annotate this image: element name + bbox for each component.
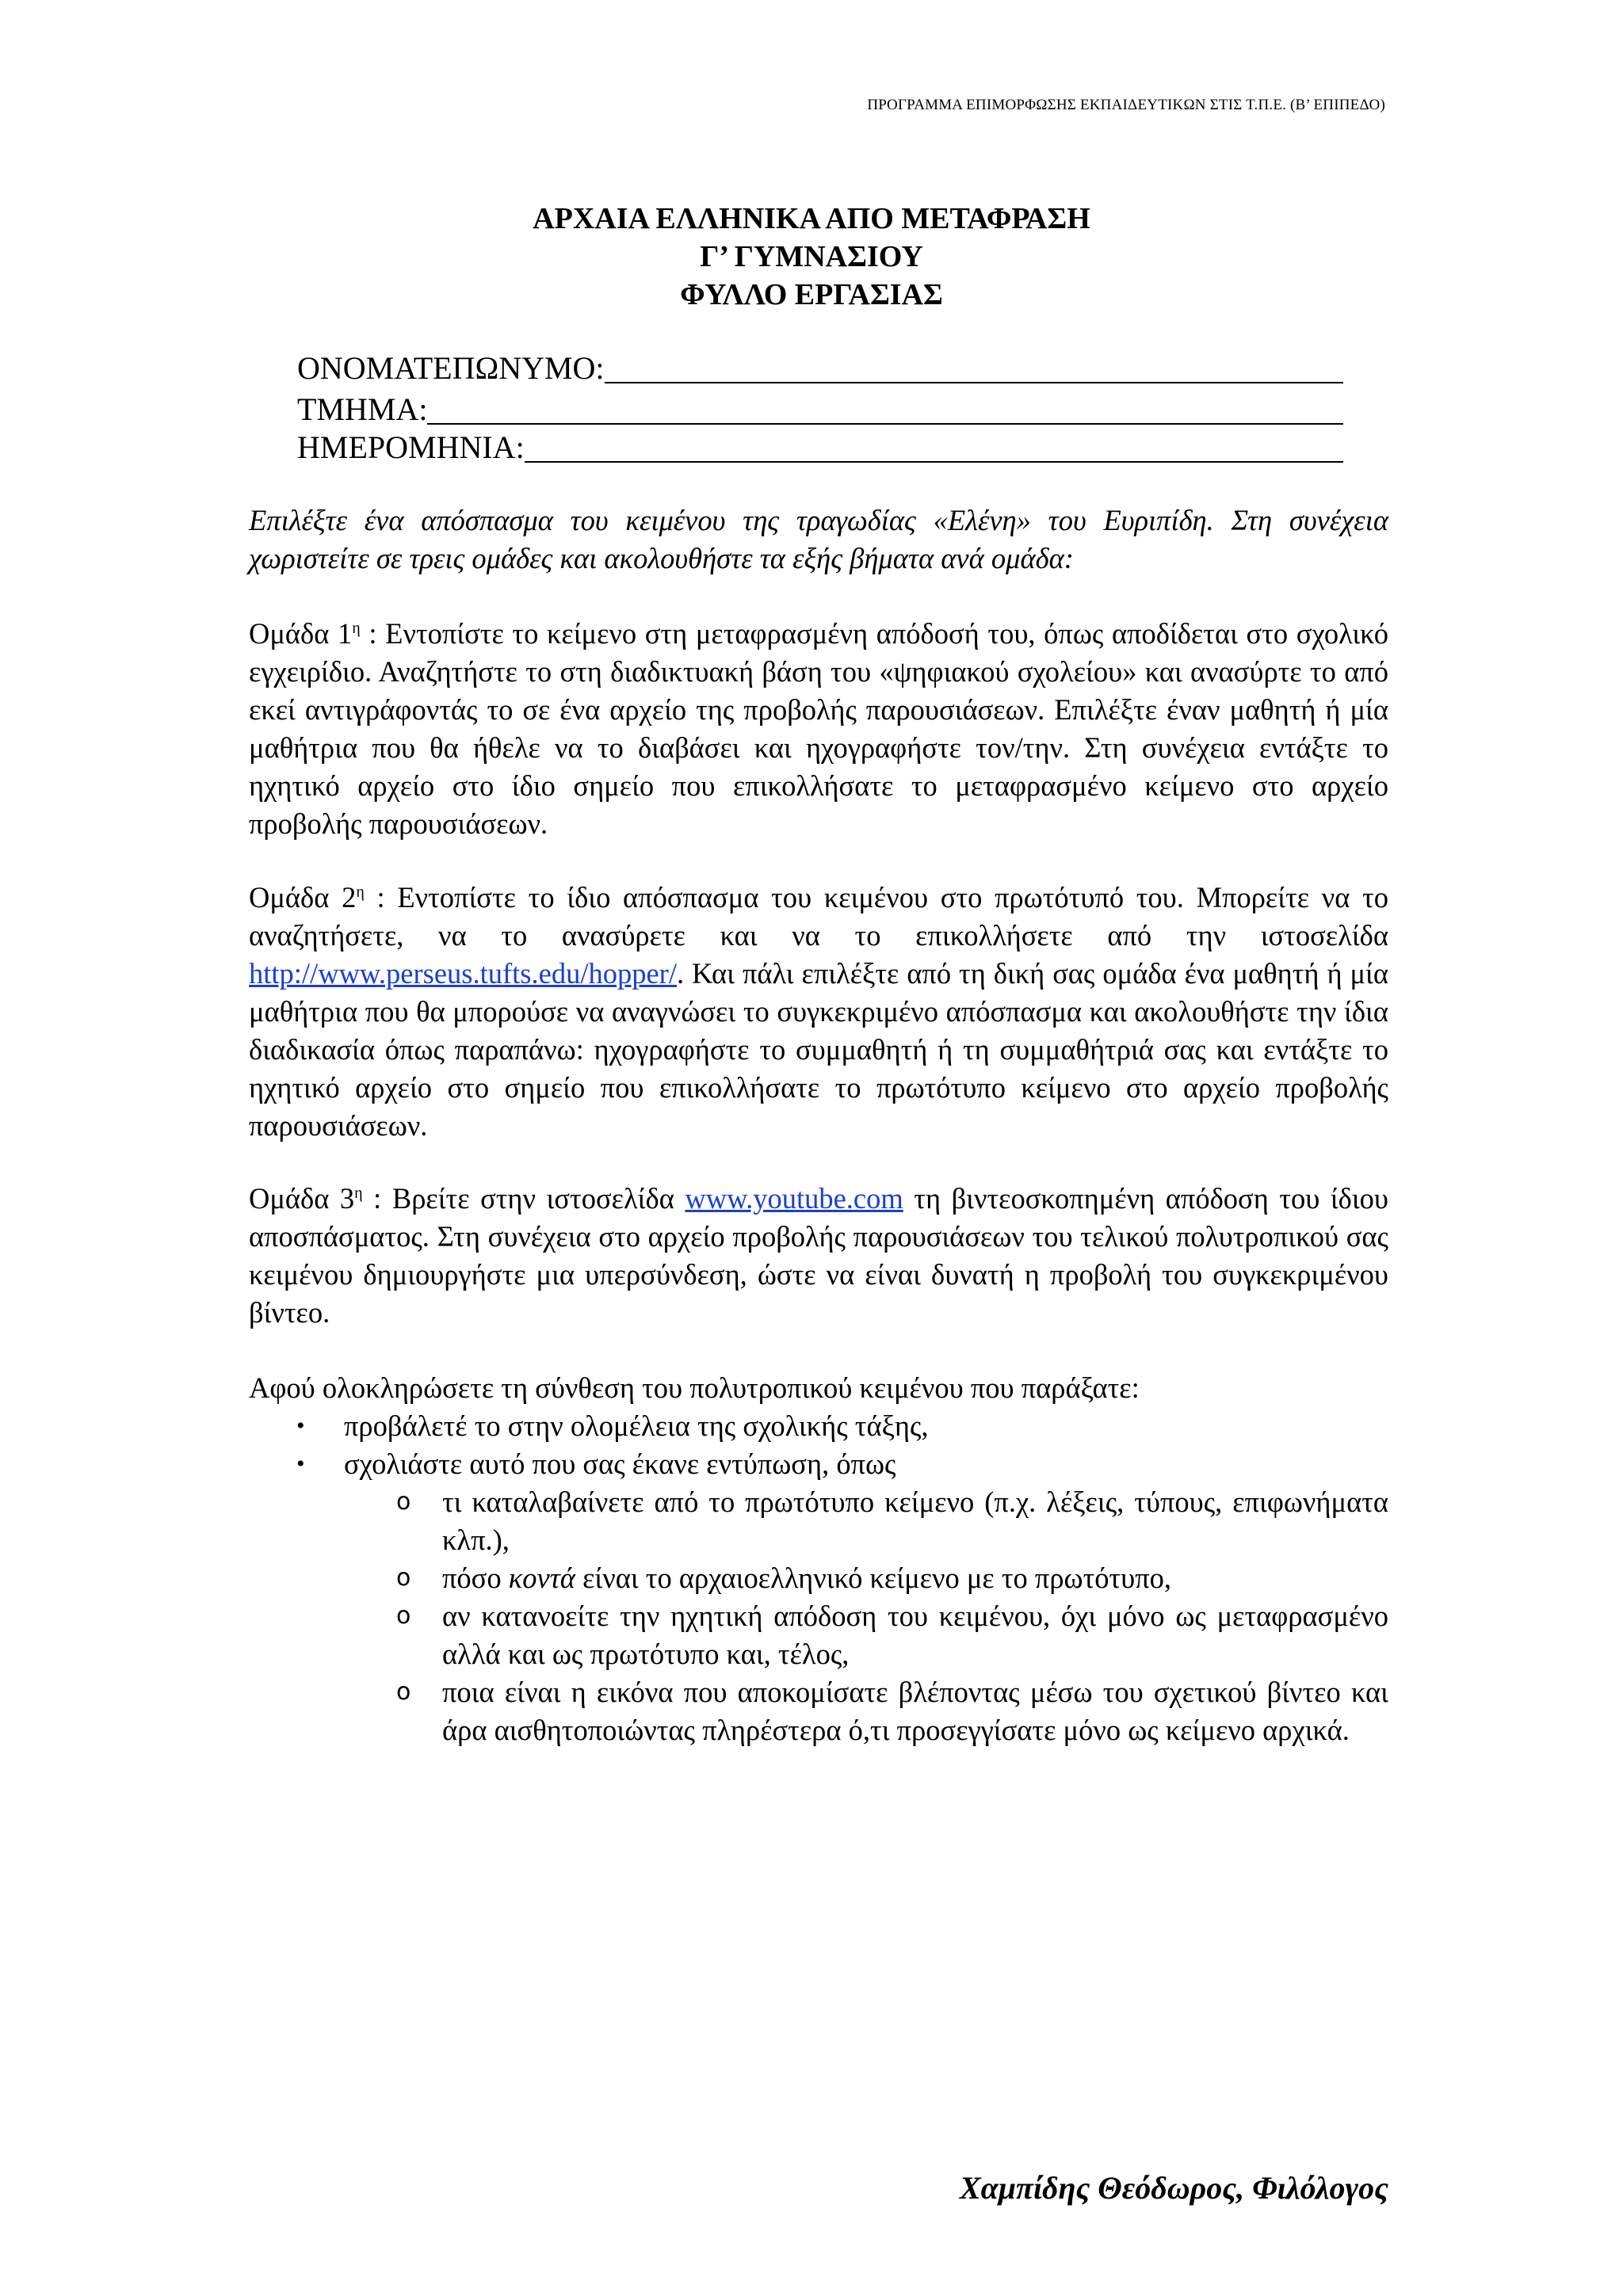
group-2-text-after: . Και πάλι επιλέξτε από τη δική σας ομάδα ένα μαθητή ή μία μαθήτρια που θα μπορούσε να αναγνώσει το συγκεκριμένο απόσπασμα και ακολουθήστε την ίδια διαδικασία όπως παραπάνω: ηχογραφήστε το συμμαθητή ή τη συμμαθήτριά σας και εντάξτε το ηχητικό αρχείο στο σημείο που επικολλήσατε το πρωτότυπο κείμενο στο αρχείο προβολής παρουσιάσεων.: [249, 957, 1388, 1142]
intro-paragraph: Επιλέξτε ένα απόσπασμα του κειμένου της τραγωδίας «Ελένη» του Ευριπίδη. Στη συνέχεια χωριστείτε σε τρεις ομάδες και ακολουθήστε τα εξής βήματα ανά ομάδα:: [249, 504, 1388, 574]
title-line-grade: Γ’ ΓΥΜΝΑΣΙΟΥ: [700, 240, 923, 273]
title-line-subject: ΑΡΧΑΙΑ ΕΛΛΗΝΙΚΑ ΑΠΟ ΜΕΤΑΦΡΑΣΗ: [533, 202, 1090, 235]
sub-bullet-item: [396, 1673, 1388, 1749]
sub-text-after: είναι το αρχαιοελληνικό κείμενο με το πρωτότυπο,: [575, 1562, 1172, 1594]
bullet-text: προβάλετέ το στην ολομέλεια της σχολικής τάξης,: [344, 1409, 929, 1442]
sub-text-before: πόσο: [442, 1562, 509, 1594]
date-field-label: ΗΜΕΡΟΜΗΝΙΑ:: [297, 429, 525, 465]
group-2-text-before: : Εντοπίστε το ίδιο απόσπασμα του κειμένου στο πρωτότυπό του. Μπορείτε να το αναζητήσετε, να το ανασύρετε και να το επικολλήσετε από την ιστοσελίδα: [249, 881, 1388, 952]
sub-bullet-item: [396, 1483, 1388, 1559]
group-3-text-before: : Βρείτε στην ιστοσελίδα: [362, 1182, 685, 1215]
date-field: [297, 429, 1343, 466]
bullet-item: [296, 1407, 1388, 1445]
group-2-ordinal: η: [356, 883, 365, 901]
youtube-link[interactable]: www.youtube.com: [685, 1182, 903, 1215]
date-fill-line[interactable]: [525, 431, 1343, 463]
hollow-bullet-icon: o: [396, 1564, 411, 1592]
class-fill-line[interactable]: [427, 393, 1343, 425]
emphasized-word: κοντά: [508, 1562, 575, 1594]
bullet-icon: •: [296, 1413, 305, 1439]
name-fill-line[interactable]: [605, 352, 1343, 383]
perseus-link[interactable]: http://www.perseus.tufts.edu/hopper/: [249, 957, 677, 990]
group-1-text: : Εντοπίστε το κείμενο στη μεταφρασμένη απόδοσή του, όπως αποδίδεται στο σχολικό εγχειρίδιο. Αναζητήστε το στη διαδικτυακή βάση του «ψηφιακού σχολείου» και ανασύρτε το από εκεί αντιγράφοντάς το σε ένα αρχείο της προβολής παρουσιάσεων. Επιλέξτε έναν μαθητή ή μία μαθήτρια που θα ήθελε να το διαβάσει και ηχογραφήστε τον/την. Στη συνέχεια εντάξτε το ηχητικό αρχείο στο ίδιο σημείο που επικολλήσατε το μεταφρασμένο κείμενο στο αρχείο προβολής παρουσιάσεων.: [249, 617, 1389, 840]
running-header: ΠΡΟΓΡΑΜΜΑ ΕΠΙΜΟΡΦΩΣΗΣ ΕΚΠΑΙΔΕΥΤΙΚΩΝ ΣΤΙΣ Τ.Π.Ε. (Β’ ΕΠΙΠΕΔΟ): [867, 97, 1385, 113]
group-3-paragraph: [249, 1180, 1388, 1332]
sub-bullet-item: [396, 1597, 1388, 1673]
group-1-paragraph: [249, 615, 1388, 843]
group-2-paragraph: [249, 879, 1388, 1145]
group-1-ordinal: η: [352, 619, 361, 637]
name-field: [297, 350, 1343, 387]
sub-bullet-item: [396, 1559, 1388, 1597]
title-line-worksheet: ΦΥΛΛΟ ΕΡΓΑΣΙΑΣ: [680, 278, 943, 311]
group-1-label: Ομάδα 1: [249, 617, 353, 650]
sub-bullet-text: τι καταλαβαίνετε από το πρωτότυπο κείμενο (π.χ. λέξεις, τύπους, επιφωνήματα κλπ.),: [442, 1486, 1388, 1556]
group-3-text-after: τη βιντεοσκοπημένη απόδοση του ίδιου αποσπάσματος. Στη συνέχεια στο αρχείο προβολής παρουσιάσεων του τελικού πολυτροπικού σας κειμένου δημιουργήστε μια υπερσύνδεση, ώστε να είναι δυνατή η προβολή του συγκεκριμένου βίντεο.: [249, 1182, 1389, 1329]
group-3-label: Ομάδα 3: [249, 1182, 355, 1215]
class-field-label: ΤΜΗΜΑ:: [297, 391, 428, 427]
group-3-ordinal: η: [354, 1184, 363, 1202]
sub-bullet-text: [442, 1559, 1388, 1597]
sub-bullet-text: αν κατανοείτε την ηχητική απόδοση του κειμένου, όχι μόνο ως μεταφρασμένο αλλά και ως πρωτότυπο και, τέλος,: [442, 1600, 1388, 1670]
hollow-bullet-icon: o: [396, 1602, 411, 1630]
author-signature: Χαμπίδης Θεόδωρος, Φιλόλογος: [960, 2170, 1388, 2206]
bullet-icon: •: [296, 1451, 305, 1477]
group-2-label: Ομάδα 2: [249, 881, 357, 913]
bullet-item: [296, 1445, 1388, 1483]
closing-lead: Αφού ολοκληρώσετε τη σύνθεση του πολυτροπικού κειμένου που παράξατε:: [249, 1371, 1140, 1404]
bullet-text: σχολιάστε αυτό που σας έκανε εντύπωση, όπως: [344, 1447, 896, 1480]
document-title: [0, 200, 1623, 314]
class-field: [297, 391, 1343, 428]
hollow-bullet-icon: o: [396, 1678, 411, 1706]
name-field-label: ΟΝΟΜΑΤΕΠΩΝΥΜΟ:: [297, 350, 605, 386]
sub-bullet-text: ποια είναι η εικόνα που αποκομίσατε βλέποντας μέσω του σχετικού βίντεο και άρα αισθητοποιώντας πληρέστερα ό,τι προσεγγίσατε μόνο ως κείμενο αρχικά.: [442, 1676, 1388, 1746]
hollow-bullet-icon: o: [396, 1488, 411, 1516]
